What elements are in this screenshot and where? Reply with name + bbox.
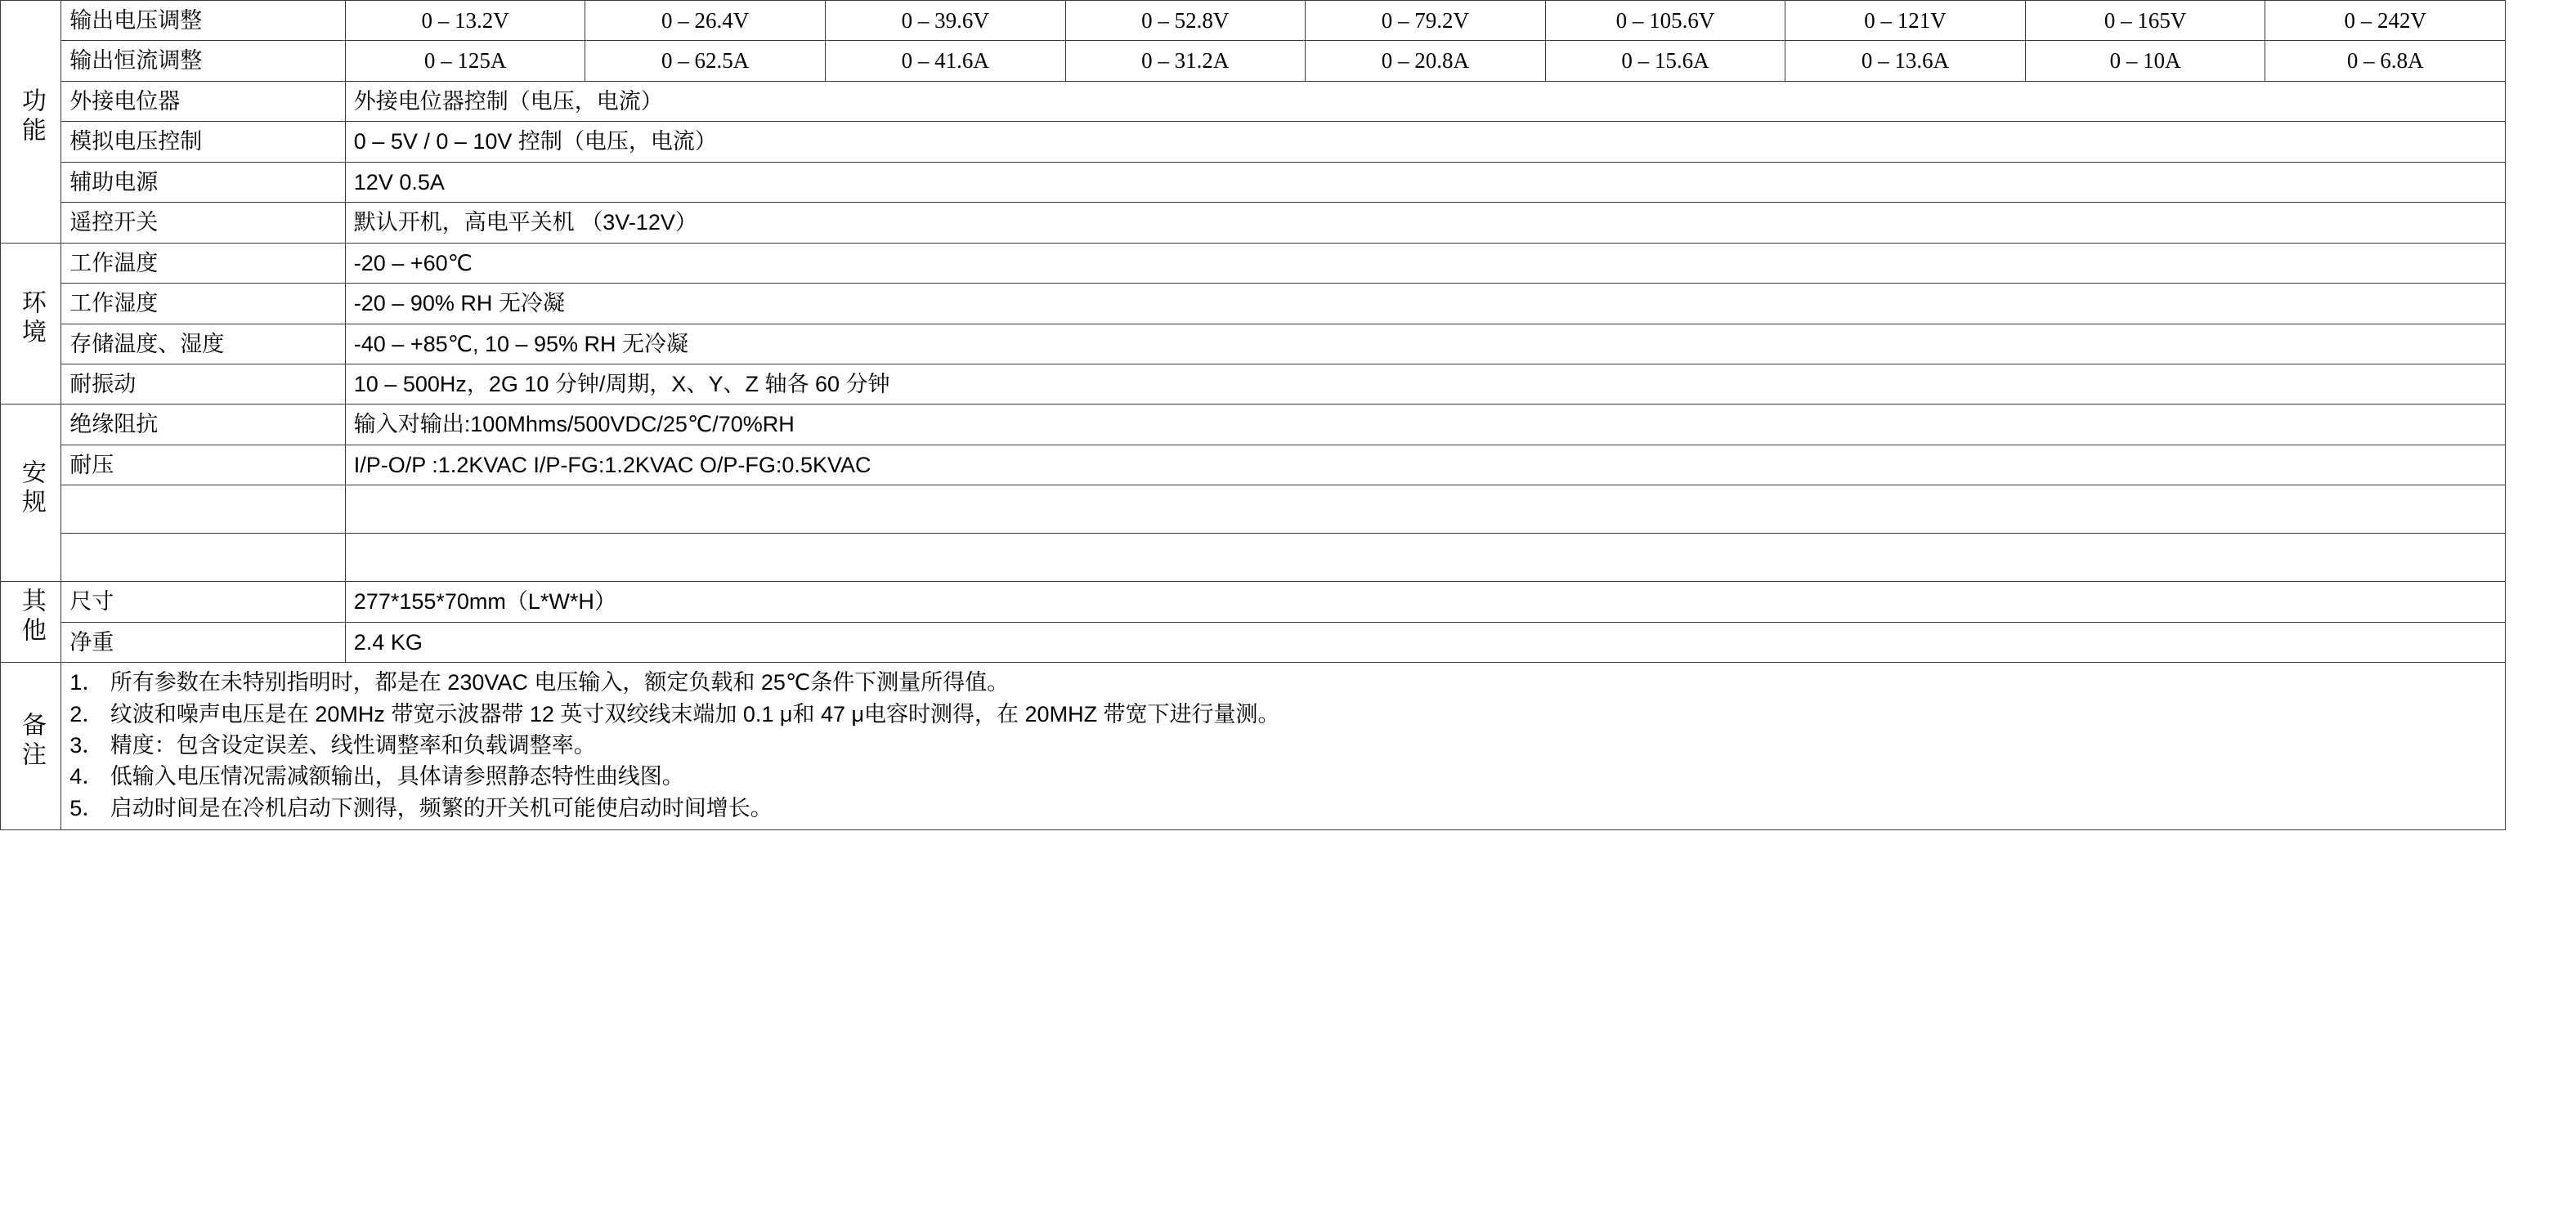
table-row [1, 622, 2506, 662]
row-label-remote-switch: 遥控开关 [61, 203, 346, 243]
cell-current-adjust-6: 0 – 15.6A [1545, 41, 1785, 81]
cell-safety-blank1-value [345, 485, 2505, 534]
cell-current-adjust-1: 0 – 125A [345, 41, 585, 81]
cell-analog-control-value: 0 – 5V / 0 – 10V 控制（电压，电流） [345, 122, 2505, 162]
note-item-4: 4． 低输入电压情况需减额输出，具体请参照静态特性曲线图。 [69, 764, 684, 789]
row-label-current-adjust: 输出恒流调整 [61, 41, 346, 81]
cell-weight-value: 2.4 KG [345, 622, 2505, 662]
table-row [1, 162, 2506, 202]
row-label-voltage-adjust: 输出电压调整 [61, 1, 346, 41]
category-notes [1, 663, 61, 830]
cell-voltage-adjust-6: 0 – 105.6V [1545, 1, 1785, 41]
table-row [1, 445, 2506, 485]
notes-cell [61, 663, 2506, 830]
row-label-dimensions: 尺寸 [61, 582, 346, 622]
row-label-work-temp: 工作温度 [61, 243, 346, 283]
cell-remote-switch-value: 默认开机，高电平关机 （3V-12V） [345, 203, 2505, 243]
category-function [1, 1, 61, 244]
cell-current-adjust-8: 0 – 10A [2025, 41, 2265, 81]
table-row [1, 203, 2506, 243]
row-label-work-humidity: 工作湿度 [61, 284, 346, 324]
row-label-analog-control: 模拟电压控制 [61, 122, 346, 162]
cell-voltage-adjust-7: 0 – 121V [1785, 1, 2026, 41]
row-label-vibration: 耐振动 [61, 364, 346, 404]
cell-current-adjust-9: 0 – 6.8A [2265, 41, 2506, 81]
category-notes-label: 备注 [17, 712, 45, 771]
category-other [1, 582, 61, 663]
table-row [1, 81, 2506, 121]
cell-vibration-value: 10 – 500Hz，2G 10 分钟/周期，X、Y、Z 轴各 60 分钟 [345, 364, 2505, 404]
table-row [1, 405, 2506, 445]
cell-aux-power-value: 12V 0.5A [345, 162, 2505, 202]
cell-current-adjust-5: 0 – 20.8A [1306, 41, 1546, 81]
row-label-aux-power: 辅助电源 [61, 162, 346, 202]
row-label-withstand: 耐压 [61, 445, 346, 485]
cell-voltage-adjust-2: 0 – 26.4V [585, 1, 826, 41]
category-safety [1, 405, 61, 582]
note-item-1: 1． 所有参数在未特别指明时，都是在 230VAC 电压输入，额定负载和 25℃条件下测量所得值。 [69, 670, 1010, 695]
cell-work-humidity-value: -20 – 90% RH 无冷凝 [345, 284, 2505, 324]
row-label-potentiometer: 外接电位器 [61, 81, 346, 121]
table-row [1, 122, 2506, 162]
cell-voltage-adjust-9: 0 – 242V [2265, 1, 2506, 41]
table-row [1, 534, 2506, 582]
row-label-safety-blank2 [61, 534, 346, 582]
table-row [1, 485, 2506, 534]
notes-list [69, 668, 2497, 823]
category-safety-label: 安规 [17, 458, 45, 518]
category-other-label: 其他 [17, 588, 45, 647]
table-row-notes [1, 663, 2506, 830]
cell-storage-value: -40 – +85℃, 10 – 95% RH 无冷凝 [345, 324, 2505, 364]
row-label-insulation: 绝缘阻抗 [61, 405, 346, 445]
table-row [1, 41, 2506, 81]
table-row [1, 243, 2506, 283]
cell-dimensions-value: 277*155*70mm（L*W*H） [345, 582, 2505, 622]
row-label-weight: 净重 [61, 622, 346, 662]
note-item-3: 3． 精度：包含设定误差、线性调整率和负载调整率。 [69, 733, 596, 758]
table-row [1, 364, 2506, 404]
cell-current-adjust-4: 0 – 31.2A [1065, 41, 1306, 81]
cell-insulation-value: 输入对输出:100Mhms/500VDC/25℃/70%RH [345, 405, 2505, 445]
cell-voltage-adjust-3: 0 – 39.6V [825, 1, 1065, 41]
cell-potentiometer-value: 外接电位器控制（电压，电流） [345, 81, 2505, 121]
cell-current-adjust-3: 0 – 41.6A [825, 41, 1065, 81]
category-function-label: 功能 [17, 87, 45, 147]
cell-current-adjust-2: 0 – 62.5A [585, 41, 826, 81]
cell-safety-blank2-value [345, 534, 2505, 582]
row-label-safety-blank1 [61, 485, 346, 534]
cell-voltage-adjust-4: 0 – 52.8V [1065, 1, 1306, 41]
row-label-storage: 存储温度、湿度 [61, 324, 346, 364]
cell-voltage-adjust-1: 0 – 13.2V [345, 1, 585, 41]
table-row [1, 284, 2506, 324]
category-environment-label: 环境 [17, 289, 45, 349]
note-item-2: 2． 纹波和噪声电压是在 20MHz 带宽示波器带 12 英寸双绞线末端加 0.1 μ和 47 μ电容时测得，在 20MHZ 带宽下进行量测。 [69, 701, 1280, 726]
cell-current-adjust-7: 0 – 13.6A [1785, 41, 2026, 81]
cell-voltage-adjust-5: 0 – 79.2V [1306, 1, 1546, 41]
cell-withstand-value: I/P-O/P :1.2KVAC I/P-FG:1.2KVAC O/P-FG:0.5KVAC [345, 445, 2505, 485]
category-environment [1, 243, 61, 405]
note-item-5: 5． 启动时间是在冷机启动下测得，频繁的开关机可能使启动时间增长。 [69, 795, 773, 820]
cell-work-temp-value: -20 – +60℃ [345, 243, 2505, 283]
table-row [1, 324, 2506, 364]
cell-voltage-adjust-8: 0 – 165V [2025, 1, 2265, 41]
table-row [1, 582, 2506, 622]
table-row [1, 1, 2506, 41]
